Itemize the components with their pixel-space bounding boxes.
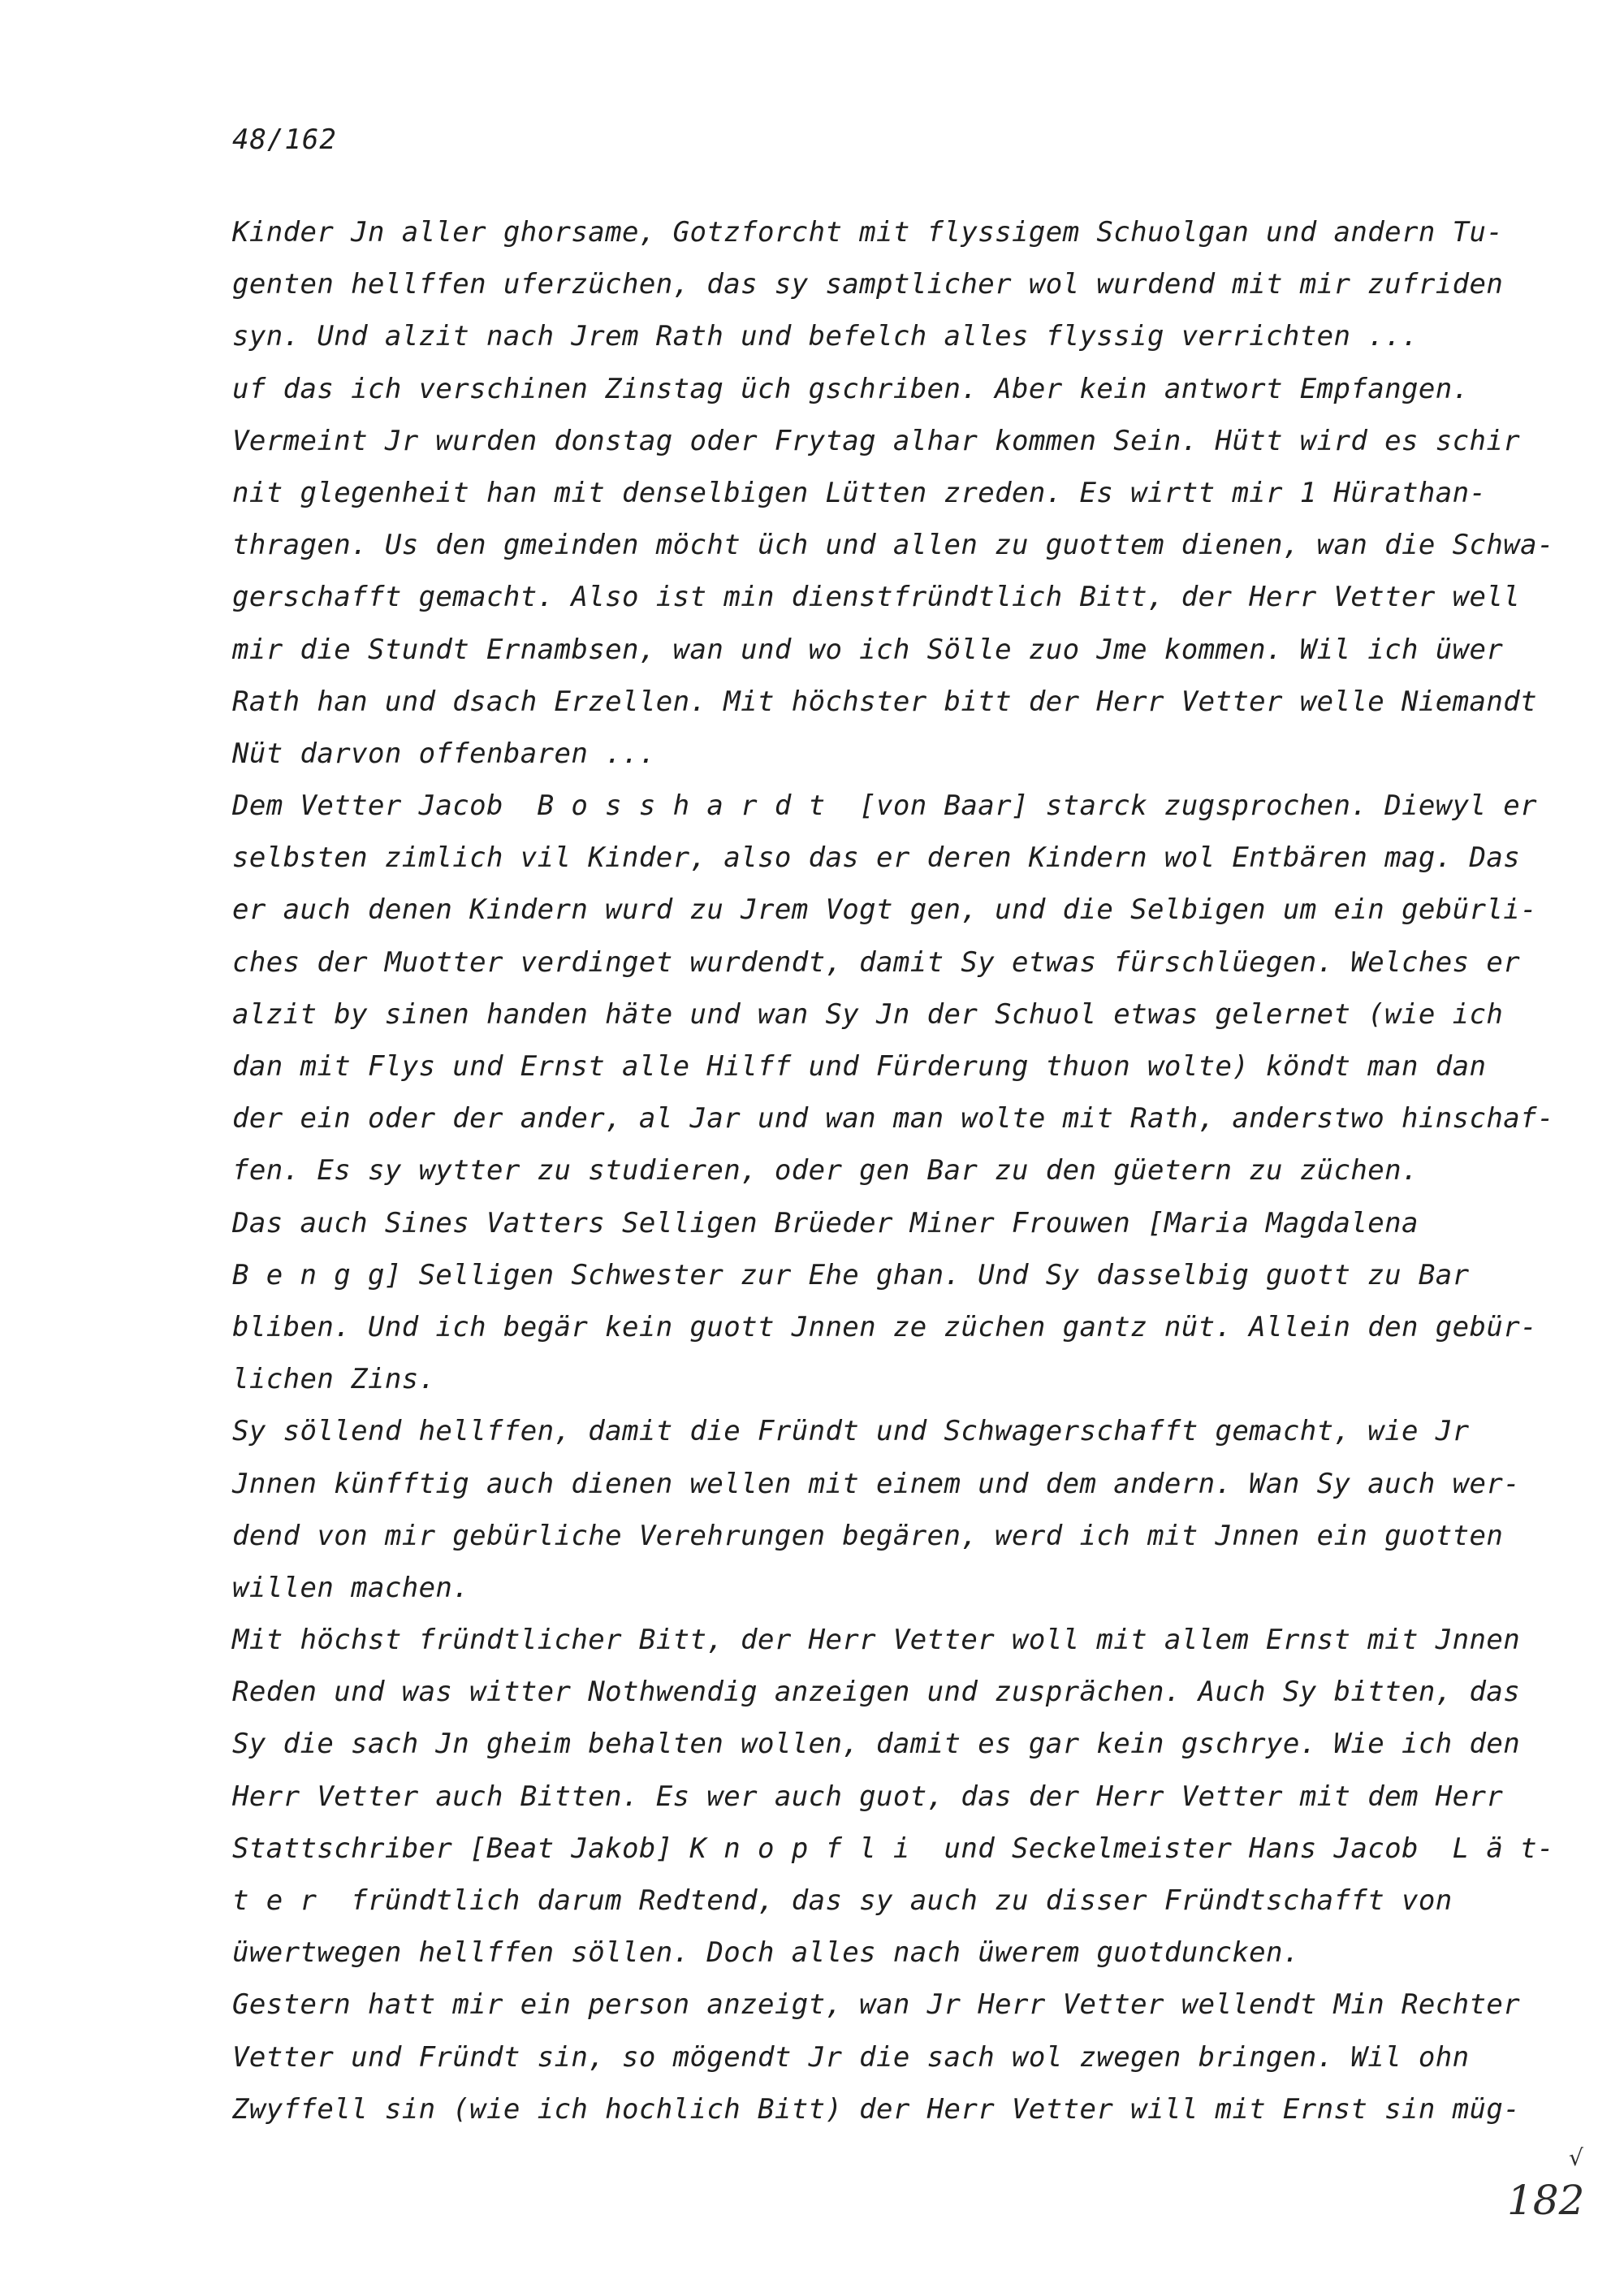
check-mark: √: [1569, 2144, 1583, 2171]
text-line: willen machen.: [232, 1571, 470, 1604]
text-line: fen. Es sy wytter zu studieren, oder gen Bar zu den güetern zu züchen.: [232, 1154, 1419, 1187]
text-line: üwertwegen hellffen söllen. Doch alles nach üwerem guotduncken.: [232, 1936, 1300, 1970]
text-line: alzit by sinen handen häte und wan Sy Jn der Schuol etwas gelernet (wie ich: [232, 997, 1504, 1031]
text-line: Sy die sach Jn gheim behalten wollen, damit es gar kein gschrye. Wie ich den: [232, 1728, 1521, 1761]
text-line: dan mit Flys und Ernst alle Hilff und Fürderung thuon wolte) köndt man dan: [232, 1050, 1487, 1083]
text-line: thragen. Us den gmeinden möcht üch und allen zu guottem dienen, wan die Schwa-: [232, 529, 1554, 562]
text-line: selbsten zimlich vil Kinder, also das er deren Kindern wol Entbären mag. Das: [232, 841, 1521, 875]
text-line: genten hellffen uferzüchen, das sy samptlicher wol wurdend mit mir zufriden: [232, 268, 1504, 301]
page-number: 48/162: [232, 123, 337, 156]
handwritten-folio-number: 182: [1507, 2177, 1585, 2224]
text-line: der ein oder der ander, al Jar und wan man wolte mit Rath, anderstwo hinschaf-: [232, 1102, 1554, 1136]
text-line: Reden und was witter Nothwendig anzeigen und zusprächen. Auch Sy bitten, das: [232, 1676, 1521, 1709]
text-line: Gestern hatt mir ein person anzeigt, wan Jr Herr Vetter wellendt Min Rechter: [232, 1988, 1521, 2022]
text-line: Stattschriber [Beat Jakob] K n o p f l i und Seckelmeister Hans Jacob L ä t-: [232, 1832, 1554, 1865]
text-line: ches der Muotter verdinget wurdendt, damit Sy etwas fürschlüegen. Welches er: [232, 945, 1521, 979]
document-body: [232, 206, 1554, 2135]
text-line: lichen Zins.: [232, 1363, 436, 1396]
text-line: uf das ich verschinen Zinstag üch gschriben. Aber kein antwort Empfangen.: [232, 372, 1470, 405]
text-line: Zwyffell sin (wie ich hochlich Bitt) der Herr Vetter will mit Ernst sin müg-: [232, 2092, 1521, 2126]
text-line: Sy söllend hellffen, damit die Fründt und Schwagerschafft gemacht, wie Jr: [232, 1415, 1470, 1448]
text-line: Herr Vetter auch Bitten. Es wer auch guot, das der Herr Vetter mit dem Herr: [232, 1780, 1504, 1813]
text-line: dend von mir gebürliche Verehrungen begären, werd ich mit Jnnen ein guotten: [232, 1519, 1504, 1552]
text-line: Jnnen künfftig auch dienen wellen mit einem und dem andern. Wan Sy auch wer-: [232, 1467, 1521, 1500]
text-line: Kinder Jn aller ghorsame, Gotzforcht mit flyssigem Schuolgan und andern Tu-: [232, 216, 1504, 249]
text-line: Mit höchst fründtlicher Bitt, der Herr Vetter woll mit allem Ernst mit Jnnen: [232, 1624, 1521, 1657]
text-line: Vetter und Fründt sin, so mögendt Jr die sach wol zwegen bringen. Wil ohn: [232, 2040, 1470, 2074]
text-line: B e n g g] Selligen Schwester zur Ehe ghan. Und Sy dasselbig guott zu Bar: [232, 1258, 1470, 1291]
text-line: syn. Und alzit nach Jrem Rath und befelch alles flyssig verrichten ...: [232, 320, 1419, 353]
text-line: Das auch Sines Vatters Selligen Brüeder Miner Frouwen [Maria Magdalena: [232, 1206, 1419, 1239]
text-line: nit glegenheit han mit denselbigen Lütten zreden. Es wirtt mir 1 Hürathan-: [232, 476, 1487, 509]
text-line: bliben. Und ich begär kein guott Jnnen ze züchen gantz nüt. Allein den gebür-: [232, 1310, 1537, 1343]
text-line: Nüt darvon offenbaren ...: [232, 737, 656, 770]
text-line: t e r fründtlich darum Redtend, das sy auch zu disser Fründtschafft von: [232, 1884, 1453, 1917]
text-line: er auch denen Kindern wurd zu Jrem Vogt gen, und die Selbigen um ein gebürli-: [232, 893, 1537, 927]
text-line: gerschafft gemacht. Also ist min dienstfründtlich Bitt, der Herr Vetter well: [232, 581, 1521, 614]
text-line: Dem Vetter Jacob B o s s h a r d t [von Baar] starck zugsprochen. Diewyl er: [232, 789, 1537, 823]
text-line: Vermeint Jr wurden donstag oder Frytag alhar kommen Sein. Hütt wird es schir: [232, 424, 1521, 457]
text-line: Rath han und dsach Erzellen. Mit höchster bitt der Herr Vetter welle Niemandt: [232, 685, 1537, 718]
text-line: mir die Stundt Ernambsen, wan und wo ich Sölle zuo Jme kommen. Wil ich üwer: [232, 633, 1504, 666]
